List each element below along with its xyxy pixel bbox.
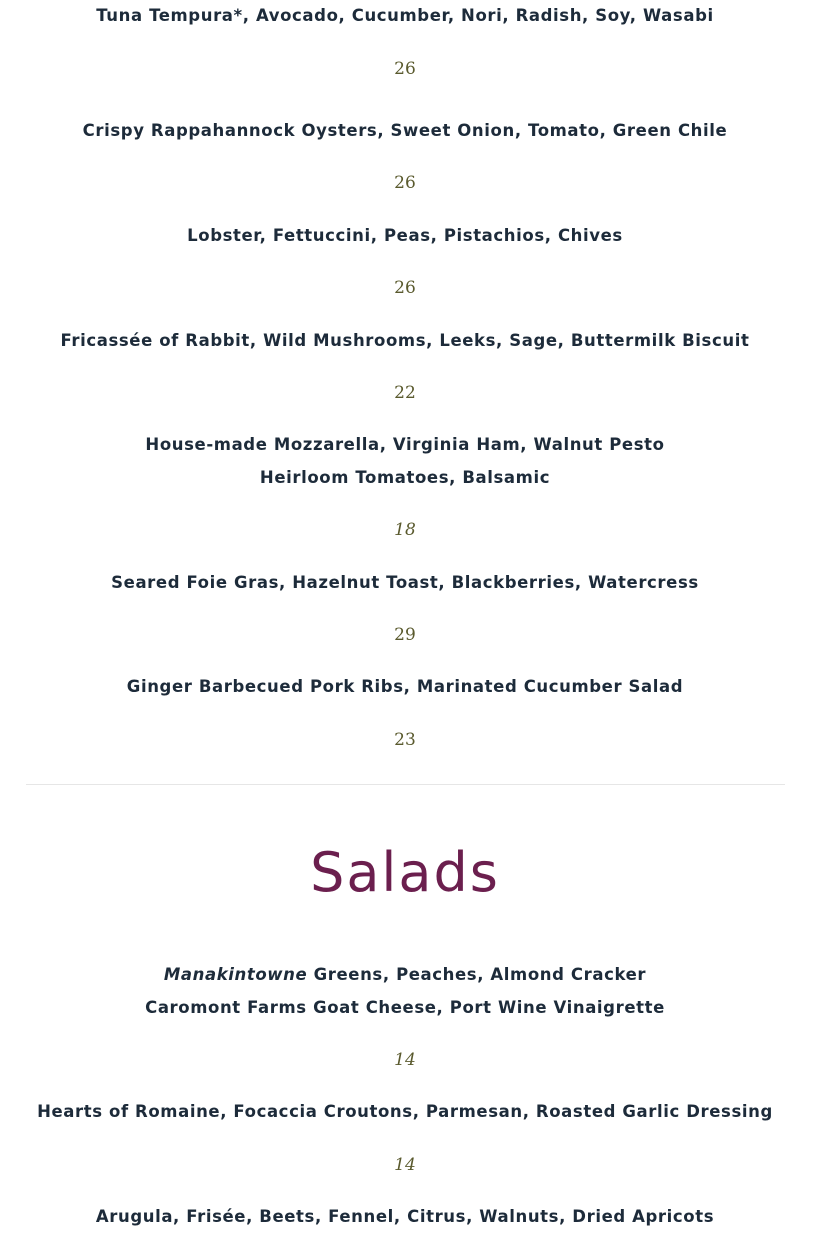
- menu-item-line: Hearts of Romaine, Focaccia Croutons, Parmesan, Roasted Garlic Dressing: [37, 1102, 773, 1121]
- menu-item-price: 23: [394, 730, 416, 750]
- menu-item-price: 26: [394, 173, 416, 193]
- menu-item-line: Caromont Farms Goat Cheese, Port Wine Vinaigrette: [145, 998, 665, 1017]
- menu-item-price: 26: [394, 59, 416, 79]
- section-title-salads: Salads: [310, 841, 500, 904]
- menu-item-description: [0, 1200, 810, 1233]
- menu-item-line-text: Greens, Peaches, Almond Cracker: [307, 965, 647, 984]
- menu-item-line: Tuna Tempura*, Avocado, Cucumber, Nori, Radish, Soy, Wasabi: [96, 6, 714, 25]
- menu-item-line: Seared Foie Gras, Hazelnut Toast, Blackberries, Watercress: [111, 573, 699, 592]
- menu-item-line: Heirloom Tomatoes, Balsamic: [259, 468, 551, 487]
- menu-item-description: [0, 958, 810, 1024]
- menu-item-price: 26: [394, 278, 416, 298]
- menu-item-price: 14: [394, 1155, 416, 1175]
- menu-item-description: [0, 219, 810, 252]
- menu-item-price: 18: [394, 520, 416, 540]
- menu-item-line: Arugula, Frisée, Beets, Fennel, Citrus, Walnuts, Dried Apricots: [95, 1207, 715, 1226]
- menu-item-price: 29: [394, 625, 416, 645]
- menu-item-line: Lobster, Fettuccini, Peas, Pistachios, Chives: [187, 226, 623, 245]
- menu-item-description: [0, 324, 810, 357]
- menu-item-price: 22: [394, 383, 416, 403]
- section-divider: [26, 784, 785, 785]
- farm-name: Manakintowne: [163, 965, 308, 984]
- menu-item-line: Crispy Rappahannock Oysters, Sweet Onion, Tomato, Green Chile: [82, 121, 728, 140]
- menu-item-description: [0, 0, 810, 32]
- menu-item-description: [0, 566, 810, 599]
- menu-item-line: Ginger Barbecued Pork Ribs, Marinated Cucumber Salad: [126, 677, 684, 696]
- menu-item-description: [0, 1095, 810, 1128]
- menu-item-price: 14: [394, 1050, 416, 1070]
- menu-item-line: House-made Mozzarella, Virginia Ham, Walnut Pesto: [145, 435, 665, 454]
- menu-item-line: [0, 958, 810, 991]
- menu-item-line: Fricassée of Rabbit, Wild Mushrooms, Leeks, Sage, Buttermilk Biscuit: [60, 331, 750, 350]
- menu-item-description: [0, 428, 810, 494]
- menu-item-description: [0, 114, 810, 147]
- menu-item-description: [0, 670, 810, 703]
